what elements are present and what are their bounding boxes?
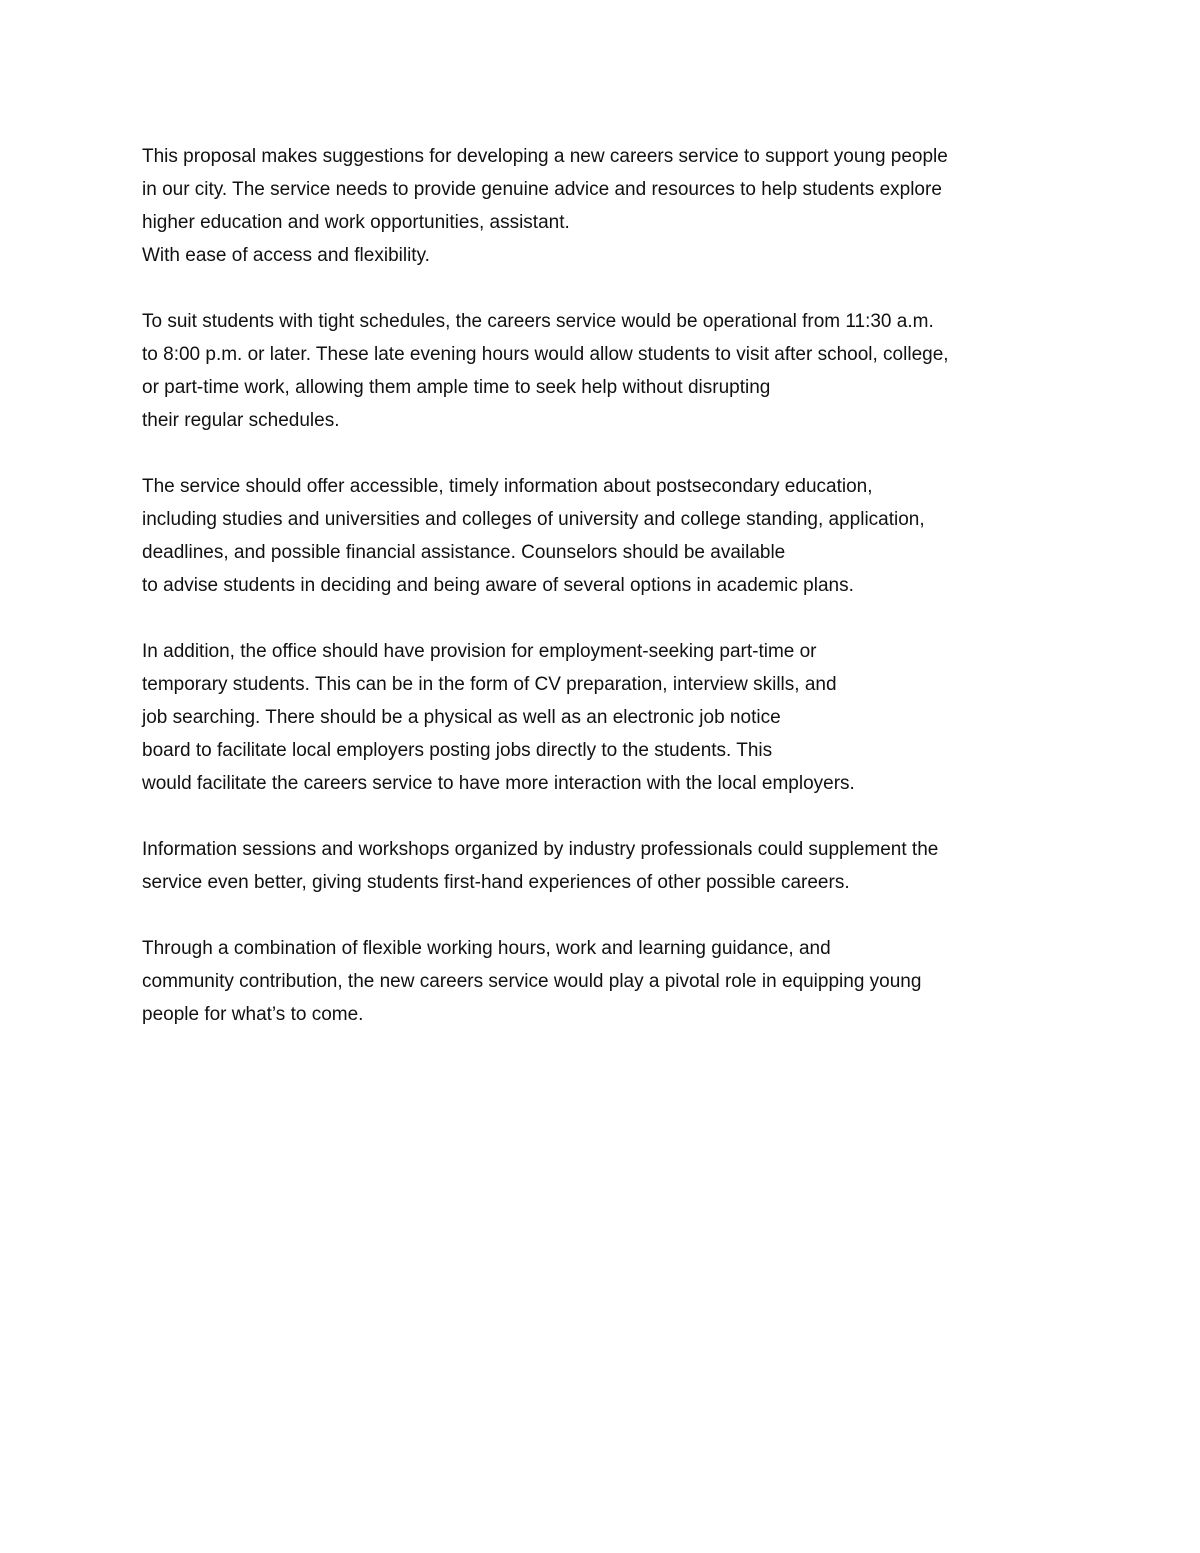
text-line: With ease of access and flexibility. <box>142 245 430 266</box>
text-line: people for what’s to come. <box>142 1004 364 1025</box>
text-line: service even better, giving students first-hand experiences of other possible careers. <box>142 872 850 893</box>
text-line: Information sessions and workshops organized by industry professionals could supplement the <box>142 839 939 860</box>
paragraph-proposal-intro <box>142 140 1092 272</box>
text-line: This proposal makes suggestions for developing a new careers service to support young people <box>142 146 948 167</box>
text-line: job searching. There should be a physical as well as an electronic job notice <box>142 707 781 728</box>
text-line: their regular schedules. <box>142 410 340 431</box>
text-line: including studies and universities and colleges of university and college standing, application, <box>142 509 925 530</box>
paragraph-employment-support <box>142 635 1092 800</box>
paragraph-education-info <box>142 470 1092 602</box>
text-line: in our city. The service needs to provide genuine advice and resources to help students explore <box>142 179 942 200</box>
paragraph-opening-hours <box>142 305 1092 437</box>
text-line: board to facilitate local employers posting jobs directly to the students. This <box>142 740 773 761</box>
text-line: temporary students. This can be in the form of CV preparation, interview skills, and <box>142 674 837 695</box>
text-line: In addition, the office should have provision for employment-seeking part-time or <box>142 641 817 662</box>
text-line: To suit students with tight schedules, the careers service would be operational from 11:30 a.m. <box>142 311 934 332</box>
text-line: deadlines, and possible financial assistance. Counselors should be available <box>142 542 786 563</box>
text-line: community contribution, the new careers service would play a pivotal role in equipping young <box>142 971 922 992</box>
text-line: The service should offer accessible, timely information about postsecondary education, <box>142 476 873 497</box>
paragraph-conclusion <box>142 932 1092 1031</box>
text-line: or part-time work, allowing them ample time to seek help without disrupting <box>142 377 771 398</box>
text-line: higher education and work opportunities, assistant. <box>142 212 570 233</box>
paragraph-workshops <box>142 833 1092 899</box>
text-line: to advise students in deciding and being aware of several options in academic plans. <box>142 575 854 596</box>
document-body <box>142 140 1092 1064</box>
text-line: would facilitate the careers service to have more interaction with the local employers. <box>142 773 855 794</box>
text-line: to 8:00 p.m. or later. These late evening hours would allow students to visit after school, college, <box>142 344 949 365</box>
text-line: Through a combination of flexible working hours, work and learning guidance, and <box>142 938 831 959</box>
